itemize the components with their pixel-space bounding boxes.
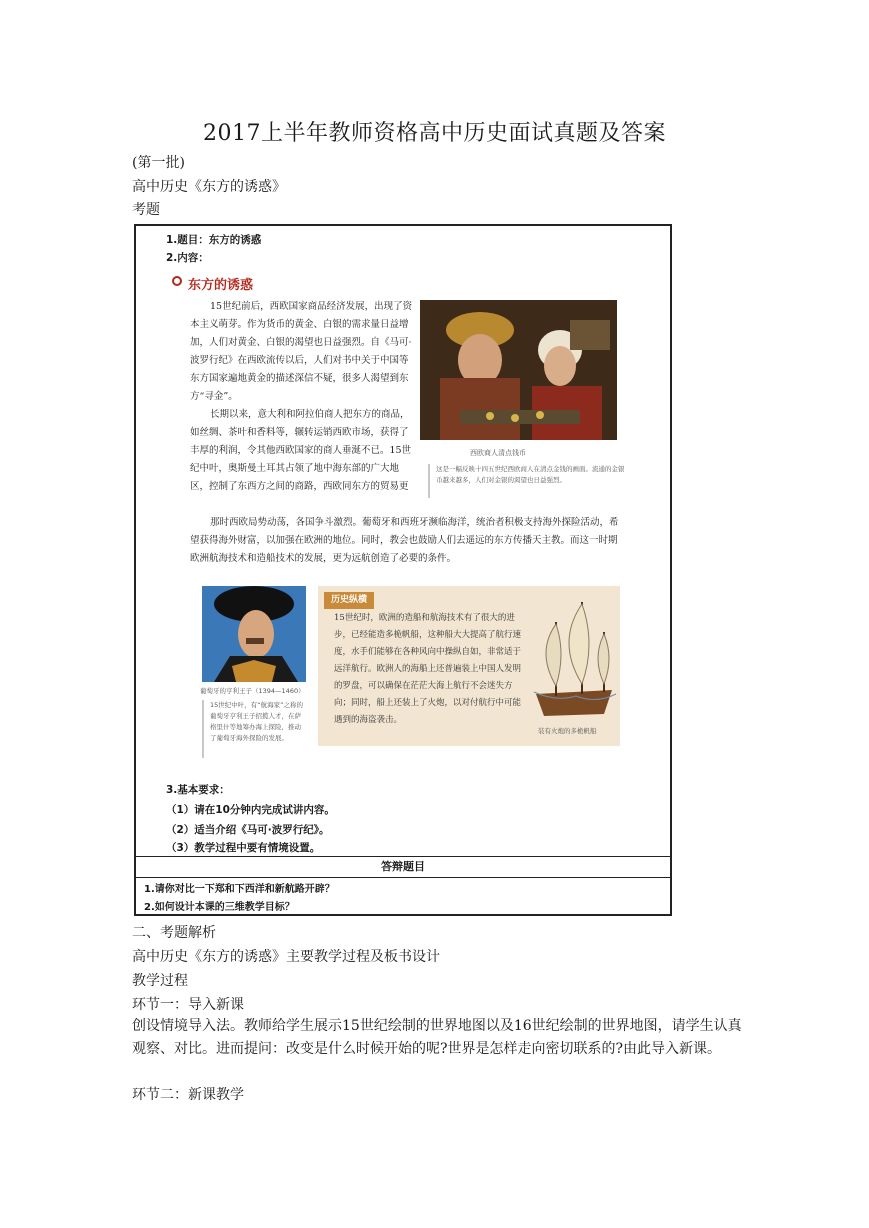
step-1-text: 创设情境导入法。教师给学生展示15世纪绘制的世界地图以及16世纪绘制的世界地图，请学生认真观察、对比。进而提问：改变是什么时候开始的呢?世界是怎样走向密切联系的?由此导入新课。 [132, 1018, 742, 1057]
history-sidebar-heading: 历史纵横 [324, 592, 374, 609]
requirements-label: 3.基本要求： [166, 784, 230, 796]
paragraph-2: 长期以来，意大利和阿拉伯商人把东方的商品，如丝绸、茶叶和香料等，辗转运销西欧市场，获得了丰厚的利润，令其他西欧国家的商人垂涎不已。15世纪中叶，奥斯曼土耳其占领了地中海东部的广大地区，控制了东西方之间的商路，西欧同东方的贸易更 [190, 409, 412, 492]
page-title: 2017上半年教师资格高中历史面试真题及答案 [203, 121, 666, 146]
subject-label: 高中历史《东方的诱惑》 [132, 179, 286, 195]
painting-caption: 西欧商人清点钱币 [470, 449, 526, 457]
step-2-heading: 环节二：新课教学 [132, 1087, 244, 1103]
teaching-process-label: 教学过程 [132, 973, 188, 989]
section-title: 东方的诱惑 [188, 278, 254, 293]
exam-content-label: 2.内容： [166, 252, 209, 264]
defense-question-1: 1.请你对比一下郑和下西洋和新航路开辟？ [144, 884, 335, 895]
history-sidebar [318, 586, 620, 746]
ship-caption: 装有火炮的多桅帆船 [538, 727, 597, 735]
portrait-caption: 葡萄牙的亨利王子（1394—1460） [200, 687, 305, 695]
prince-henry-portrait [202, 586, 306, 682]
paragraph-1: 15世纪前后，西欧国家商品经济发展，出现了资本主义萌芽。作为货币的黄金、白银的需求量日益增加，人们对黄金、白银的渴望也日益强烈。自《马可·波罗行纪》在西欧流传以后，人们对书中关于中国等东方国家遍地黄金的描述深信不疑，很多人渴望到东方“寻金”。 [190, 301, 413, 402]
portrait-note: 15世纪中叶，有“航海家”之称的葡萄牙亨利王子招揽人才，在萨格里什等地筹办海上探险，推动了葡萄牙海外探险的发展。 [202, 700, 306, 758]
defense-question-2: 2.如何设计本课的三维教学目标？ [144, 902, 295, 913]
requirement-3: （3）教学过程中要有情境设置。 [166, 842, 321, 854]
analysis-heading: 二、考题解析 [132, 925, 216, 941]
merchants-painting [420, 300, 617, 440]
analysis-subtitle: 高中历史《东方的诱惑》主要教学过程及板书设计 [132, 949, 440, 965]
requirement-1: （1）请在10分钟内完成试讲内容。 [166, 804, 335, 816]
exam-topic: 1.题目：东方的诱惑 [166, 234, 262, 246]
paragraph-3: 那时西欧局势动荡，各国争斗激烈。葡萄牙和西班牙濒临海洋，统治者积极支持海外探险活动，希望获得海外财富，以加强在欧洲的地位。同时，教会也鼓励人们去遥远的东方传播天主教。而这一时期欧洲航海技术和造船技术的发展，更为远航创造了必要的条件。 [190, 517, 619, 564]
history-sidebar-text: 15世纪时，欧洲的造船和航海技术有了很大的进步，已经能造多桅帆船，这种船大大提高了航行速度，水手们能够在各种风向中操纵自如，非常适于远洋航行。欧洲人的海船上还普遍装上中国人发明的罗盘，可以确保在茫茫大海上航行不会迷失方向；同时，船上还装上了火炮，以对付航行中可能遇到的海盗袭击。 [334, 613, 522, 725]
step-1-heading: 环节一：导入新课 [132, 997, 244, 1013]
requirement-2: （2）适当介绍《马可·波罗行纪》。 [166, 824, 330, 836]
defense-questions-header: 答辩题目 [136, 856, 670, 878]
batch-label: (第一批) [132, 155, 185, 171]
ship-illustration [526, 592, 618, 724]
exam-image [134, 224, 672, 916]
exam-label: 考题 [132, 202, 160, 218]
painting-note: 这是一幅反映十四五世纪西欧商人在清点金钱的画面。流通的金银币越来越多，人们对金银的渴望也日益强烈。 [428, 464, 626, 498]
section-bullet-icon [172, 276, 182, 286]
